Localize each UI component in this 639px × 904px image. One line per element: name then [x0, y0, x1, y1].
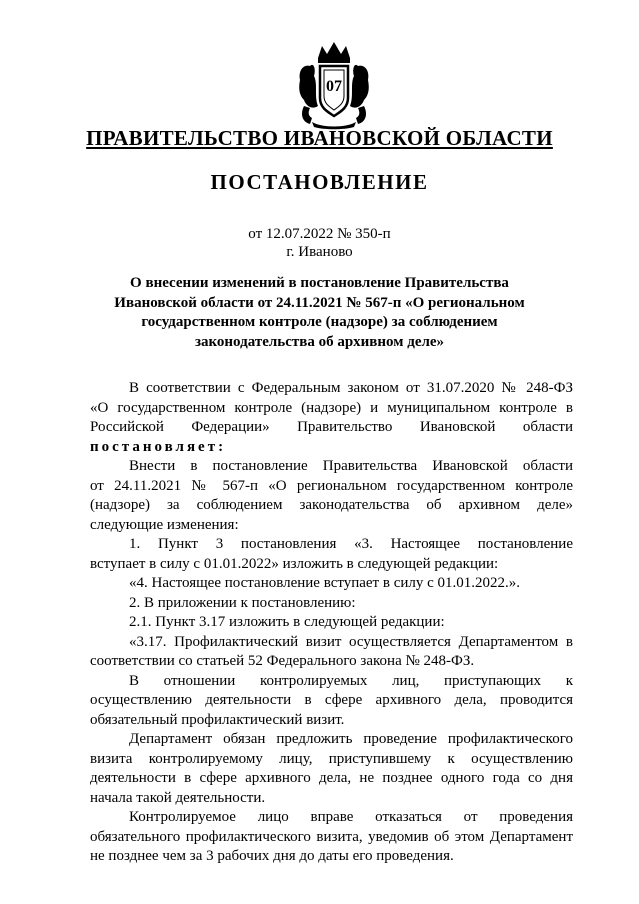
body-line: В соответствии с Федеральным законом от 31.07.2020 № 248-ФЗ	[129, 380, 573, 396]
document-subject	[100, 274, 539, 352]
body-line: от 24.11.2021 № 567-п «О региональном государственном контроле	[90, 477, 573, 494]
subject-line: государственном контроле (надзоре) за соблюдением	[141, 314, 498, 330]
body-line: вступает в силу с 01.01.2022» изложить в следующей редакции:	[90, 555, 499, 572]
city: г. Иваново	[286, 244, 353, 260]
body-line: визита контролируемому лицу, приступившему к осуществлению	[90, 750, 573, 767]
body-line: Внести в постановление Правительства Ивановской области	[129, 458, 573, 474]
subject-line: О внесении изменений в постановление Правительства	[130, 275, 509, 291]
body-line: следующие изменения:	[90, 516, 239, 533]
body-line-resolves: постановляет:	[90, 438, 227, 455]
body-line: В отношении контролируемых лиц, приступающих к	[129, 672, 573, 689]
body-line: Контролируемое лицо вправе отказаться от проведения	[129, 809, 573, 825]
body-line: 2.1. Пункт 3.17 изложить в следующей редакции:	[129, 614, 445, 630]
body-line: обязательный профилактический визит.	[90, 711, 345, 728]
body-line: 1. Пункт 3 постановления «3. Настоящее постановление	[129, 536, 573, 552]
document-body	[90, 379, 573, 867]
body-line: осуществлению деятельности в сфере архивного дела, проводится	[90, 692, 573, 708]
body-line: «4. Настоящее постановление вступает в силу с 01.01.2022.».	[129, 575, 521, 591]
date-number: от 12.07.2022 № 350-п	[248, 226, 391, 242]
body-line: «3.17. Профилактический визит осуществляется Департаментом в	[129, 633, 573, 650]
emblem-number: 07	[326, 78, 342, 95]
subject-line: Ивановской области от 24.11.2021 № 567-п «О региональном	[114, 294, 525, 311]
coat-of-arms-icon	[296, 40, 372, 130]
body-line: «О государственном контроле (надзоре) и муниципальном контроле в	[90, 399, 573, 416]
document-type: ПОСТАНОВЛЕНИЕ	[210, 170, 429, 194]
body-line: соответствии со статьей 52 Федерального закона № 248-ФЗ.	[90, 653, 475, 669]
body-line: (надзоре) за соблюдением законодательства об архивном деле»	[90, 497, 573, 513]
subject-line: законодательства об архивном деле»	[194, 333, 445, 350]
body-line: не позднее чем за 3 рабочих дня до даты его проведения.	[90, 848, 454, 864]
body-line: Российской Федерации» Правительство Ивановской области	[90, 419, 573, 435]
body-line: деятельности в сфере архивного дела, не позднее одного года со дня	[90, 770, 573, 786]
body-line: Департамент обязан предложить проведение профилактического	[129, 731, 573, 747]
body-line: 2. В приложении к постановлению:	[129, 594, 356, 611]
body-line: обязательного профилактического визита, уведомив об этом Департамент	[90, 828, 573, 845]
body-line: начала такой деятельности.	[90, 789, 266, 806]
government-title: ПРАВИТЕЛЬСТВО ИВАНОВСКОЙ ОБЛАСТИ	[86, 126, 553, 150]
